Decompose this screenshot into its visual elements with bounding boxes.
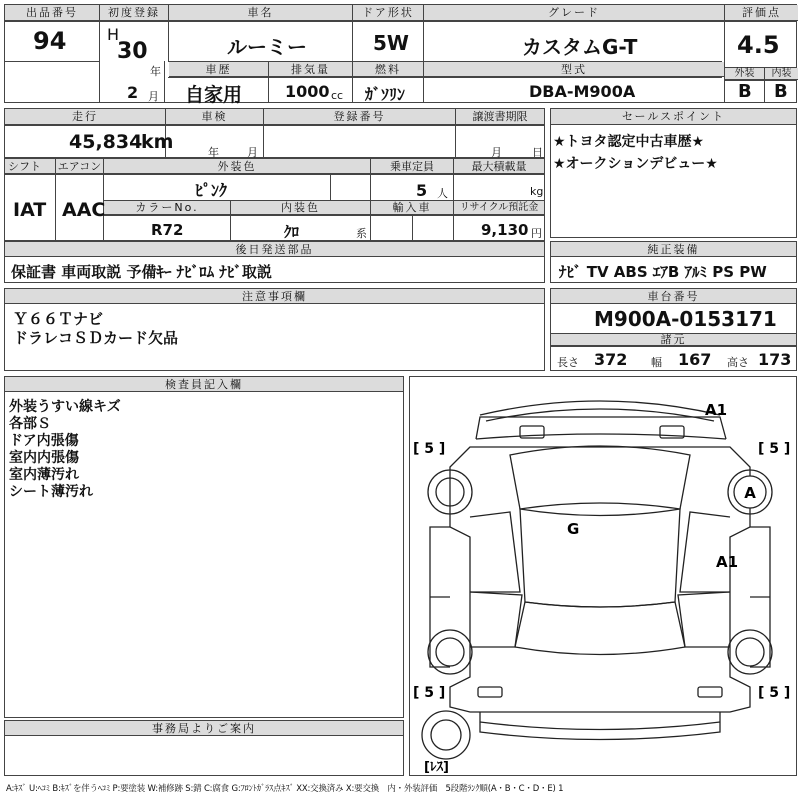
car-name-value: ルーミー [227,35,307,59]
sales-points-block [550,108,797,238]
int-score-label: 内装 [765,68,798,80]
inspector-line-3: ドア内張傷 [9,433,79,449]
ext-color-label: 外装色 [104,159,370,174]
displacement-value: 1000 [285,82,330,101]
height-value: 173 [758,350,792,369]
reg-no-label: 登録番号 [264,109,455,125]
divider [551,346,796,347]
ext-score-value: B [738,81,752,102]
max-load-unit: kg [530,185,544,198]
tire-front-left: [ 5 ] [413,441,446,457]
inspection-label: 車検 [166,109,263,125]
equipment-label: 純正装備 [551,242,796,257]
divider [168,77,722,78]
recycle-label: リサイクル預託金 [454,201,544,215]
displacement-unit: cc [331,89,344,102]
notes-block [4,288,545,371]
divider [5,125,544,126]
transfer-day-unit: 日 [532,146,543,159]
divider [103,215,544,216]
inspector-label: 検査員記入欄 [5,377,403,392]
inspector-line-6: シート薄汚れ [9,484,93,500]
inspector-block [4,376,404,718]
capacity-unit: 人 [437,187,448,200]
equipment-value: ﾅﾋﾞ TV ABS ｴｱB ｱﾙﾐ PS PW [559,263,767,281]
first-reg-era: H [107,25,120,44]
chassis-label: 車台番号 [551,289,796,304]
mileage-unit: km [141,131,174,153]
mileage-label: 走行 [5,109,165,125]
later-parts-label: 後日発送部品 [5,242,544,257]
length-label: 長さ [557,356,579,369]
fuel-label: 燃料 [353,62,423,77]
inspector-line-2: 各部Ｓ [9,416,51,432]
divider [412,215,413,240]
fuel-value: ｶﾞｿﾘﾝ [365,85,406,104]
car-name-label: 車名 [169,5,352,21]
car-diagram-block [409,376,797,776]
first-reg-year: 30 [117,39,148,64]
recycle-value: 9,130 [481,221,529,239]
color-no-label: カラーNo. [104,201,230,215]
mark-a1-door: A1 [716,553,739,571]
transfer-month-unit: 月 [491,146,502,159]
inspector-line-4: 室内内張傷 [9,450,79,466]
mileage-block [4,108,545,158]
office-label: 事務局よりご案内 [5,721,403,736]
mileage-value: 45,834 [69,131,143,153]
grade-label: グレード [424,5,724,21]
divider [5,21,796,22]
grade-value: カスタムG-T [522,35,638,59]
divider [5,174,544,175]
first-reg-label: 初度登録 [100,5,168,21]
first-reg-year-unit: 年 [150,65,161,78]
recycle-unit: 円 [531,227,542,240]
equipment-block [550,241,797,283]
tire-front-right: [ 5 ] [758,441,791,457]
score-value: 4.5 [737,31,780,59]
divider [164,61,165,102]
notes-line-2: ドラレコＳＤカード欠品 [13,329,179,347]
legend: A:ｷｽﾞ U:ﾍｺﾐ B:ｷｽﾞを伴うﾍｺﾐ P:要塗装 W:補修跡 S:錆 C:腐食 G:ﾌﾛﾝﾄｶﾞﾗｽ点ｷｽﾞ XX:交換済み X:要交換 内・外装評価 5段階ﾗﾝｸ順(A・B・C・D・E) 1 [6,784,564,794]
lot-label: 出品番号 [5,5,99,21]
height-label: 高さ [727,356,749,369]
aircon-value: AAC [62,199,106,221]
tire-rear-right: [ 5 ] [758,685,791,701]
shift-label: シフト [5,159,55,174]
model-value: DBA-M900A [529,82,636,101]
history-value: 自家用 [185,84,243,106]
color-no-value: R72 [151,221,184,239]
transfer-label: 譲渡書期限 [456,109,544,125]
car-diagram [410,377,796,775]
later-parts-block [4,241,545,283]
divider [5,61,99,62]
mark-a1-top: A1 [705,401,728,419]
score-label: 評価点 [725,5,798,21]
notes-line-1: Ｙ６６Ｔナビ [13,310,104,328]
int-color-unit: 系 [356,227,367,240]
spec-block [4,158,545,241]
office-block [4,720,404,776]
model-label: 型式 [424,62,724,77]
ext-score-label: 外装 [725,68,764,80]
first-reg-month: 2 [127,83,139,102]
int-score-value: B [774,81,788,102]
capacity-label: 乗車定員 [371,159,453,174]
lot-number: 94 [33,27,67,55]
inspector-line-1: 外装うすい線キズ [9,399,121,415]
inspection-year-unit: 年 [208,146,219,159]
width-value: 167 [678,350,712,369]
int-color-value: ｸﾛ [284,223,300,241]
mark-g-windshield: G [567,520,580,538]
sales-points-label: セールスポイント [551,109,796,125]
door-value: 5W [373,31,409,55]
spare-tire-label: [ﾚｽ] [424,760,449,775]
max-load-label: 最大積載量 [454,159,544,174]
first-reg-month-unit: 月 [148,90,159,103]
notes-label: 注意事項欄 [5,289,544,304]
history-label: 車歴 [169,62,268,77]
import-label: 輸入車 [371,201,453,215]
sales-point-line-2: ★オークションデビュー★ [553,156,718,172]
top-block [4,4,797,106]
ext-color-value: ﾋﾟﾝｸ [195,181,228,200]
sales-point-line-1: ★トヨタ認定中古車歴★ [553,134,705,150]
door-label: ドア形状 [353,5,423,21]
width-label: 幅 [651,356,662,369]
inspector-line-5: 室内薄汚れ [9,467,79,483]
aircon-label: エアコン [57,160,102,173]
chassis-value: M900A-0153171 [594,307,777,331]
later-parts-value: 保証書 車両取説 予備ｷｰ ﾅﾋﾞﾛﾑ ﾅﾋﾞ取説 [11,263,272,281]
dims-label: 諸元 [551,334,796,346]
length-value: 372 [594,350,628,369]
chassis-block [550,288,797,371]
capacity-value: 5 [416,181,428,200]
tire-rear-left: [ 5 ] [413,685,446,701]
mark-a-tire: A [744,484,756,502]
shift-value: IAT [13,199,47,221]
inspection-month-unit: 月 [247,146,258,159]
displacement-label: 排気量 [269,62,352,77]
int-color-label: 内装色 [231,201,370,215]
